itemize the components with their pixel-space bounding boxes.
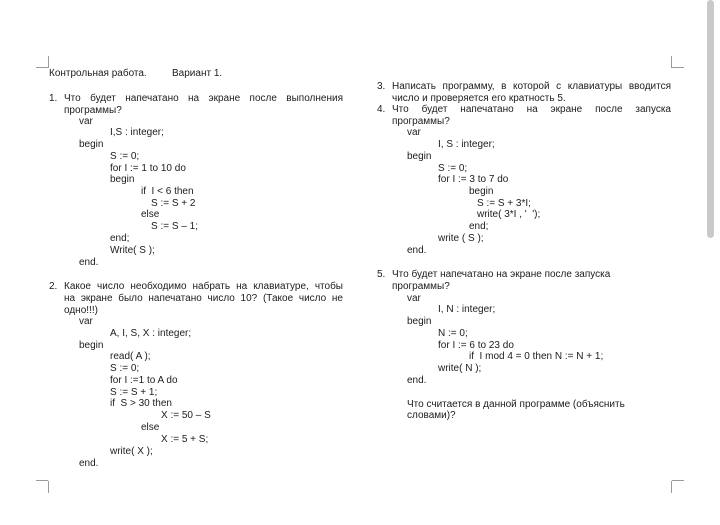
question-text-line: одно!!!) bbox=[64, 305, 98, 316]
code-line: X := 5 + S; bbox=[161, 434, 209, 445]
code-line: begin bbox=[79, 340, 104, 351]
code-line: S := 0; bbox=[438, 163, 468, 174]
code-line: Write( S ); bbox=[110, 245, 155, 256]
code-line: end. bbox=[407, 375, 427, 386]
code-line: read( A ); bbox=[110, 351, 151, 362]
crop-mark-bottom-right-v bbox=[671, 481, 672, 493]
code-line: end; bbox=[110, 233, 130, 244]
code-line: A, I, S, X : integer; bbox=[110, 328, 192, 339]
question-text-line: на экране было напечатано число 10? (Такое число не bbox=[64, 293, 343, 304]
code-line: var bbox=[79, 116, 93, 127]
crop-mark-bottom-left-h bbox=[36, 480, 48, 481]
question-number: 3. bbox=[377, 81, 386, 92]
crop-mark-top-left-v bbox=[48, 56, 49, 68]
code-line: for I := 1 to 10 do bbox=[110, 163, 186, 174]
code-line: X := 50 – S bbox=[161, 410, 211, 421]
code-line: if S > 30 then bbox=[110, 398, 172, 409]
code-line: end. bbox=[79, 458, 99, 469]
question-number: 4. bbox=[377, 104, 386, 115]
code-line: var bbox=[407, 293, 421, 304]
crop-mark-top-right-h bbox=[672, 67, 684, 68]
code-line: I, N : integer; bbox=[438, 304, 496, 315]
question-text-line: Написать программу, в которой с клавиатуры вводится bbox=[392, 81, 671, 92]
code-line: S := 0; bbox=[110, 151, 140, 162]
code-line: if I < 6 then bbox=[141, 186, 194, 197]
question-text-line: программы? bbox=[392, 281, 450, 292]
code-line: begin bbox=[407, 151, 432, 162]
crop-mark-bottom-right-h bbox=[672, 480, 684, 481]
code-line: if I mod 4 = 0 then N := N + 1; bbox=[469, 351, 604, 362]
code-line: begin bbox=[407, 316, 432, 327]
code-line: end; bbox=[469, 221, 489, 232]
code-line: S := S + 1; bbox=[110, 387, 158, 398]
code-line: var bbox=[407, 127, 421, 138]
code-line: else bbox=[141, 209, 160, 220]
variant-label: Вариант 1. bbox=[172, 68, 223, 79]
code-line: I,S : integer; bbox=[110, 127, 164, 138]
code-line: N := 0; bbox=[438, 328, 468, 339]
question-text-line: программы? bbox=[392, 116, 450, 127]
question-text-line: Что будет напечатано на экране после запуска bbox=[392, 269, 611, 280]
code-line: I, S : integer; bbox=[438, 139, 495, 150]
code-line: write( N ); bbox=[438, 363, 482, 374]
question-text-line: словами)? bbox=[407, 410, 456, 421]
question-text-line: программы? bbox=[64, 105, 122, 116]
question-text-line: Какое число необходимо набрать на клавиатуре, чтобы bbox=[64, 281, 343, 292]
code-line: S := S + 2 bbox=[151, 198, 196, 209]
code-line: begin bbox=[79, 139, 104, 150]
crop-mark-top-left-h bbox=[36, 67, 48, 68]
code-line: for I := 6 to 23 do bbox=[438, 340, 514, 351]
code-line: begin bbox=[110, 174, 135, 185]
question-number: 1. bbox=[49, 93, 58, 104]
vertical-scrollbar[interactable] bbox=[707, 0, 714, 238]
question-text-line: Что будет напечатано на экране после запуска bbox=[392, 104, 671, 115]
question-text-line: Что будет напечатано на экране после выполнения bbox=[64, 93, 343, 104]
document-title: Контрольная работа. bbox=[49, 68, 147, 79]
code-line: S := 0; bbox=[110, 363, 140, 374]
code-line: write( 3*I , ' '); bbox=[477, 209, 541, 220]
crop-mark-bottom-left-v bbox=[48, 481, 49, 493]
code-line: end. bbox=[407, 245, 427, 256]
question-text-line: Что считается в данной программе (объяснить bbox=[407, 399, 625, 410]
code-line: write ( S ); bbox=[438, 233, 484, 244]
code-line: begin bbox=[469, 186, 494, 197]
code-line: for I :=1 to A do bbox=[110, 375, 178, 386]
code-line: write( X ); bbox=[110, 446, 153, 457]
code-line: S := S – 1; bbox=[151, 221, 198, 232]
question-number: 5. bbox=[377, 269, 386, 280]
code-line: end. bbox=[79, 257, 99, 268]
code-line: var bbox=[79, 316, 93, 327]
code-line: for I := 3 to 7 do bbox=[438, 174, 509, 185]
question-text-line: число и проверяется его кратность 5. bbox=[392, 93, 566, 104]
question-number: 2. bbox=[49, 281, 58, 292]
code-line: else bbox=[141, 422, 160, 433]
code-line: S := S + 3*I; bbox=[477, 198, 531, 209]
